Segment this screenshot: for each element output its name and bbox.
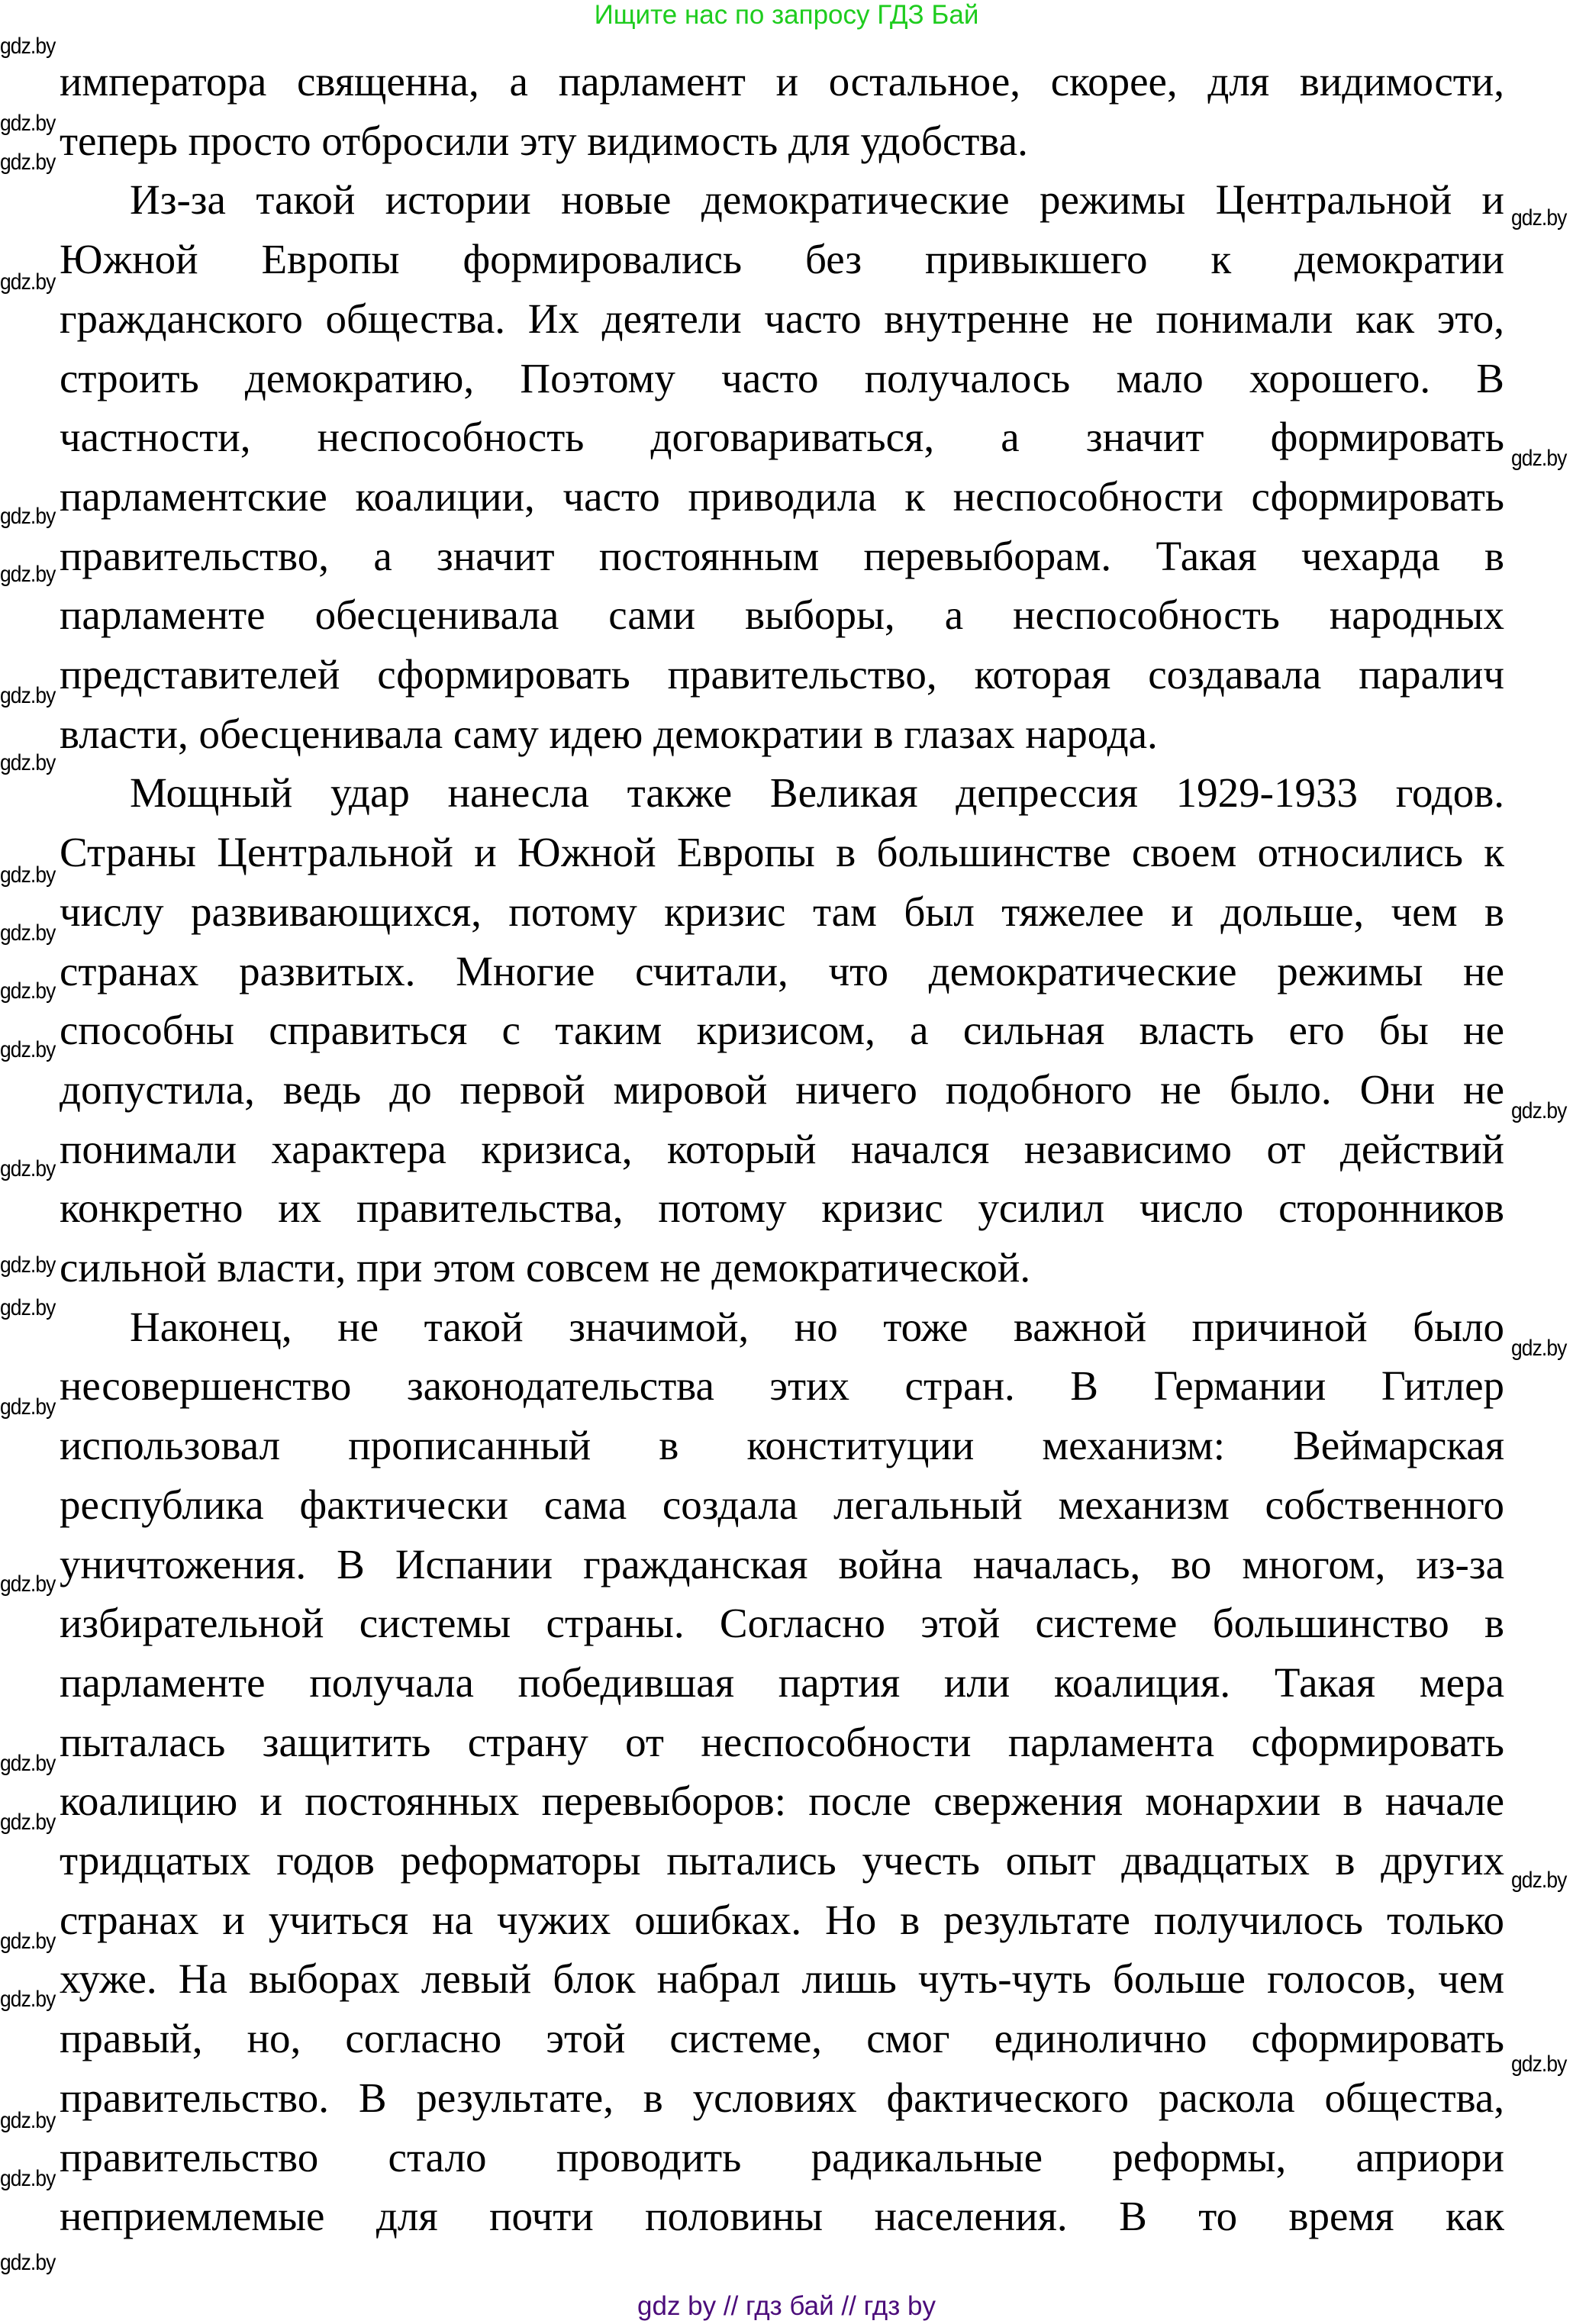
text-line: Южной Европы формировались без привыкшего к демократии	[60, 236, 1504, 283]
watermark: gdz.by	[0, 2250, 56, 2275]
text-line: гражданского общества. Их деятели часто внутренне не понимали как это,	[60, 295, 1504, 342]
text-line: коалицию и постоянных перевыборов: после свержения монархии в начале	[60, 1778, 1504, 1825]
footer-links[interactable]: gdz by // гдз бай // гдз by	[637, 2291, 936, 2321]
watermark: gdz.by	[0, 920, 56, 946]
text-line: Мощный удар нанесла также Великая депрессия 1929-1933 годов.	[130, 769, 1504, 817]
watermark: gdz.by	[1511, 446, 1567, 471]
watermark: gdz.by	[0, 34, 56, 59]
watermark: gdz.by	[0, 150, 56, 175]
watermark: gdz.by	[0, 978, 56, 1004]
watermark: gdz.by	[1511, 205, 1567, 230]
text-line: представителей сформировать правительство, которая создавала паралич	[60, 651, 1504, 698]
text-line: допустила, ведь до первой мировой ничего подобного не было. Они не	[60, 1065, 1504, 1113]
search-banner: Ищите нас по запросу ГДЗ Бай	[594, 0, 979, 30]
text-line: Из-за такой истории новые демократические режимы Центральной и	[130, 176, 1504, 224]
text-line: способны справиться с таким кризисом, а сильная власть его бы не	[60, 1007, 1504, 1054]
text-line: странах и учиться на чужих ошибках. Но в результате получилось только	[60, 1896, 1504, 1943]
watermark: gdz.by	[0, 1394, 56, 1420]
watermark: gdz.by	[0, 269, 56, 295]
text-line: тридцатых годов реформаторы пытались учесть опыт двадцатых в других	[60, 1837, 1504, 1884]
watermark: gdz.by	[0, 1810, 56, 1835]
watermark: gdz.by	[0, 504, 56, 529]
text-line: правительство стало проводить радикальные реформы, априори	[60, 2133, 1504, 2181]
text-line: понимали характера кризиса, который начался независимо от действий	[60, 1125, 1504, 1172]
watermark: gdz.by	[0, 1987, 56, 2012]
text-line: использовал прописанный в конституции механизм: Веймарская	[60, 1422, 1504, 1469]
watermark: gdz.by	[0, 562, 56, 587]
text-line: конкретно их правительства, потому кризис усилил число сторонников	[60, 1185, 1504, 1232]
watermark: gdz.by	[0, 1929, 56, 1954]
watermark: gdz.by	[0, 1295, 56, 1320]
text-line: правительство, а значит постоянным перевыборам. Такая чехарда в	[60, 532, 1504, 579]
watermark: gdz.by	[0, 862, 56, 888]
text-line: избирательной системы страны. Согласно этой системе большинство в	[60, 1600, 1504, 1647]
text-line: пыталась защитить страну от неспособности парламента сформировать	[60, 1718, 1504, 1765]
watermark: gdz.by	[1511, 1868, 1567, 1893]
text-line: частности, неспособность договариваться, а значит формировать	[60, 414, 1504, 461]
text-line: теперь просто отбросили эту видимость для удобства.	[60, 117, 1028, 164]
text-line: сильной власти, при этом совсем не демократической.	[60, 1244, 1031, 1291]
watermark: gdz.by	[0, 1252, 56, 1278]
watermark: gdz.by	[0, 683, 56, 708]
text-line: уничтожения. В Испании гражданская война началась, во многом, из-за	[60, 1540, 1504, 1587]
text-line: несовершенство законодательства этих стран. В Германии Гитлер	[60, 1362, 1504, 1410]
text-line: правый, но, согласно этой системе, смог единолично сформировать	[60, 2015, 1504, 2062]
watermark: gdz.by	[0, 1571, 56, 1597]
watermark: gdz.by	[0, 2166, 56, 2191]
watermark: gdz.by	[0, 1751, 56, 1776]
text-line: числу развивающихся, потому кризис там был тяжелее и дольше, чем в	[60, 888, 1504, 935]
text-line: императора священна, а парламент и остальное, скорее, для видимости,	[60, 58, 1504, 105]
text-line: Наконец, не такой значимой, но тоже важной причиной было	[130, 1303, 1504, 1350]
text-line: странах развитых. Многие считали, что демократические режимы не	[60, 947, 1504, 994]
watermark: gdz.by	[1511, 1336, 1567, 1361]
text-line: Страны Центральной и Южной Европы в большинстве своем относились к	[60, 829, 1504, 876]
text-line: правительство. В результате, в условиях фактического раскола общества,	[60, 2074, 1504, 2121]
text-line: республика фактически сама создала легальный механизм собственного	[60, 1481, 1504, 1528]
watermark: gdz.by	[0, 750, 56, 775]
watermark: gdz.by	[0, 1156, 56, 1181]
text-line: парламенте обесценивала сами выборы, а неспособность народных	[60, 591, 1504, 639]
watermark: gdz.by	[0, 2108, 56, 2133]
text-line: хуже. На выборах левый блок набрал лишь чуть-чуть больше голосов, чем	[60, 1955, 1504, 2003]
watermark: gdz.by	[0, 1037, 56, 1062]
text-line: власти, обесценивала саму идею демократии в глазах народа.	[60, 710, 1158, 757]
watermark: gdz.by	[1511, 1098, 1567, 1123]
text-line: парламенте получала победившая партия или коалиция. Такая мера	[60, 1658, 1504, 1706]
text-line: парламентские коалиции, часто приводила к неспособности сформировать	[60, 472, 1504, 520]
watermark: gdz.by	[1511, 2052, 1567, 2077]
text-line: строить демократию, Поэтому часто получалось мало хорошего. В	[60, 354, 1504, 401]
watermark: gdz.by	[0, 111, 56, 136]
text-line: неприемлемые для почти половины населения. В то время как	[60, 2193, 1504, 2240]
